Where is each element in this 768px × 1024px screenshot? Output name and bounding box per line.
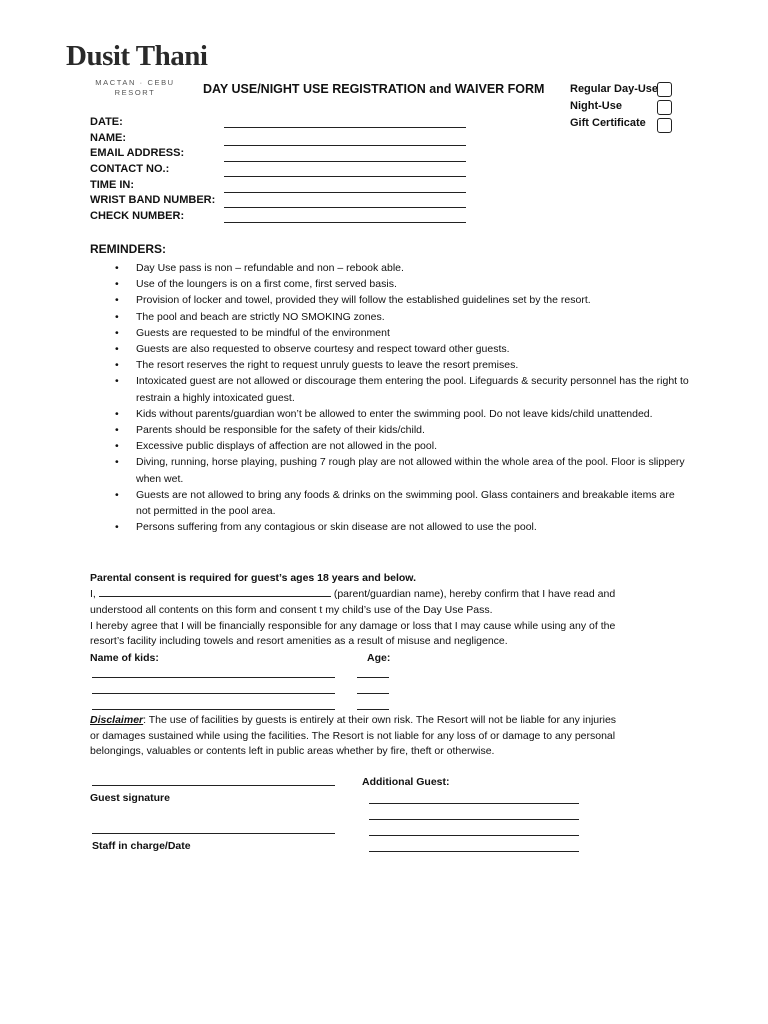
form-title: DAY USE/NIGHT USE REGISTRATION and WAIVER FORM xyxy=(203,82,545,96)
list-item: • Guests are also requested to observe courtesy and respect toward other guests. xyxy=(115,343,510,356)
list-item: • Guests are requested to be mindful of the environment xyxy=(115,326,390,339)
option-night-use-checkbox[interactable] xyxy=(657,100,672,115)
guest-signature-input[interactable] xyxy=(92,785,335,786)
field-time-in-label: TIME IN: xyxy=(90,179,134,191)
list-item: • Day Use pass is non – refundable and non – rebook able. xyxy=(115,262,404,274)
field-email-input[interactable] xyxy=(224,161,466,162)
guardian-name-input[interactable] xyxy=(99,586,331,597)
kid-age-input[interactable] xyxy=(357,693,389,694)
option-night-use-label: Night-Use xyxy=(570,100,622,112)
disclaimer-line-2: or damages sustained while using the facilities. The Resort is not liable for any loss of or damage to any personal xyxy=(90,730,616,742)
field-name-label: NAME: xyxy=(90,132,127,144)
field-name-input[interactable] xyxy=(224,145,466,146)
kid-name-input[interactable] xyxy=(92,677,335,678)
list-item: • The pool and beach are strictly NO SMOKING zones. xyxy=(115,310,385,323)
list-item: • The resort reserves the right to request unruly guests to leave the resort premises. xyxy=(115,359,519,372)
staff-in-charge-input[interactable] xyxy=(92,833,335,834)
field-check-number-input[interactable] xyxy=(224,222,466,223)
kid-name-input[interactable] xyxy=(92,693,335,694)
field-date-input[interactable] xyxy=(224,127,466,128)
reminders-list xyxy=(112,260,692,535)
list-item: • Guests are not allowed to bring any foods & drinks on the swimming pool. Glass containers and breakable items are not permitted in the pool area. xyxy=(115,488,675,518)
kids-name-label: Name of kids: xyxy=(90,652,159,664)
kid-age-input[interactable] xyxy=(357,677,389,678)
field-contact-input[interactable] xyxy=(224,176,466,177)
consent-line-4: resort’s facility including towels and resort amenities as a result of misuse and negligence. xyxy=(90,635,508,647)
list-item: • Parents should be responsible for the safety of their kids/child. xyxy=(115,424,425,437)
list-item: • Kids without parents/guardian won’t be allowed to enter the swimming pool. Do not leave kids/child unattended. xyxy=(115,407,653,420)
staff-in-charge-label: Staff in charge/Date xyxy=(92,840,191,852)
guest-signature-label: Guest signature xyxy=(90,792,170,804)
field-wrist-band-label: WRIST BAND NUMBER: xyxy=(90,194,216,206)
consent-heading: Parental consent is required for guest’s ages 18 years and below. xyxy=(90,572,417,584)
consent-line-3: I hereby agree that I will be financially responsible for any damage or loss that I may cause while using any of the xyxy=(90,620,616,632)
field-time-in-input[interactable] xyxy=(224,192,466,193)
option-regular-day-use-label: Regular Day-Use xyxy=(570,83,659,95)
list-item: • Persons suffering from any contagious or skin disease are not allowed to use the pool. xyxy=(115,521,537,534)
additional-guest-input[interactable] xyxy=(369,819,579,820)
disclaimer-line-1: Disclaimer: The use of facilities by guests is entirely at their own risk. The Resort will not be liable for any injuries xyxy=(90,714,617,726)
field-wrist-band-input[interactable] xyxy=(224,207,466,208)
additional-guest-label: Additional Guest: xyxy=(362,776,450,788)
consent-line-1: I, (parent/guardian name), hereby confirm that I have read and xyxy=(90,588,616,600)
kids-age-label: Age: xyxy=(367,652,391,664)
kid-name-input[interactable] xyxy=(92,709,335,710)
field-check-number-label: CHECK NUMBER: xyxy=(90,210,185,222)
additional-guest-input[interactable] xyxy=(369,803,579,804)
option-regular-day-use-checkbox[interactable] xyxy=(657,82,672,97)
option-gift-certificate-label: Gift Certificate xyxy=(570,117,646,129)
list-item: • Excessive public displays of affection are not allowed in the pool. xyxy=(115,440,437,453)
reminders-title: REMINDERS: xyxy=(90,242,167,256)
option-gift-certificate-checkbox[interactable] xyxy=(657,118,672,133)
disclaimer-line-3: belongings, valuables or contents left in public areas whether by fire, theft or otherwise. xyxy=(90,745,495,757)
field-email-label: EMAIL ADDRESS: xyxy=(90,147,185,159)
resort-logo: Dusit Thani xyxy=(66,40,208,72)
list-item: • Provision of locker and towel, provided they will follow the established guidelines set by the resort. xyxy=(115,294,591,307)
consent-line-2: understood all contents on this form and consent t my child’s use of the Day Use Pass. xyxy=(90,604,493,616)
list-item: • Use of the loungers is on a first come, first served basis. xyxy=(115,278,397,291)
field-date-label: DATE: xyxy=(90,116,123,128)
list-item: • Diving, running, horse playing, pushing 7 rough play are not allowed within the whole area of the pool. Floor is slippery when wet. xyxy=(115,456,685,485)
resort-location: MACTAN · CEBU RESORT xyxy=(95,78,175,97)
kid-age-input[interactable] xyxy=(357,709,389,710)
additional-guest-input[interactable] xyxy=(369,851,579,852)
field-contact-label: CONTACT NO.: xyxy=(90,163,170,175)
list-item: • Intoxicated guest are not allowed or discourage them entering the pool. Lifeguards & security personnel has the right to restrain a highly intoxicated guest. xyxy=(115,375,689,404)
additional-guest-input[interactable] xyxy=(369,835,579,836)
